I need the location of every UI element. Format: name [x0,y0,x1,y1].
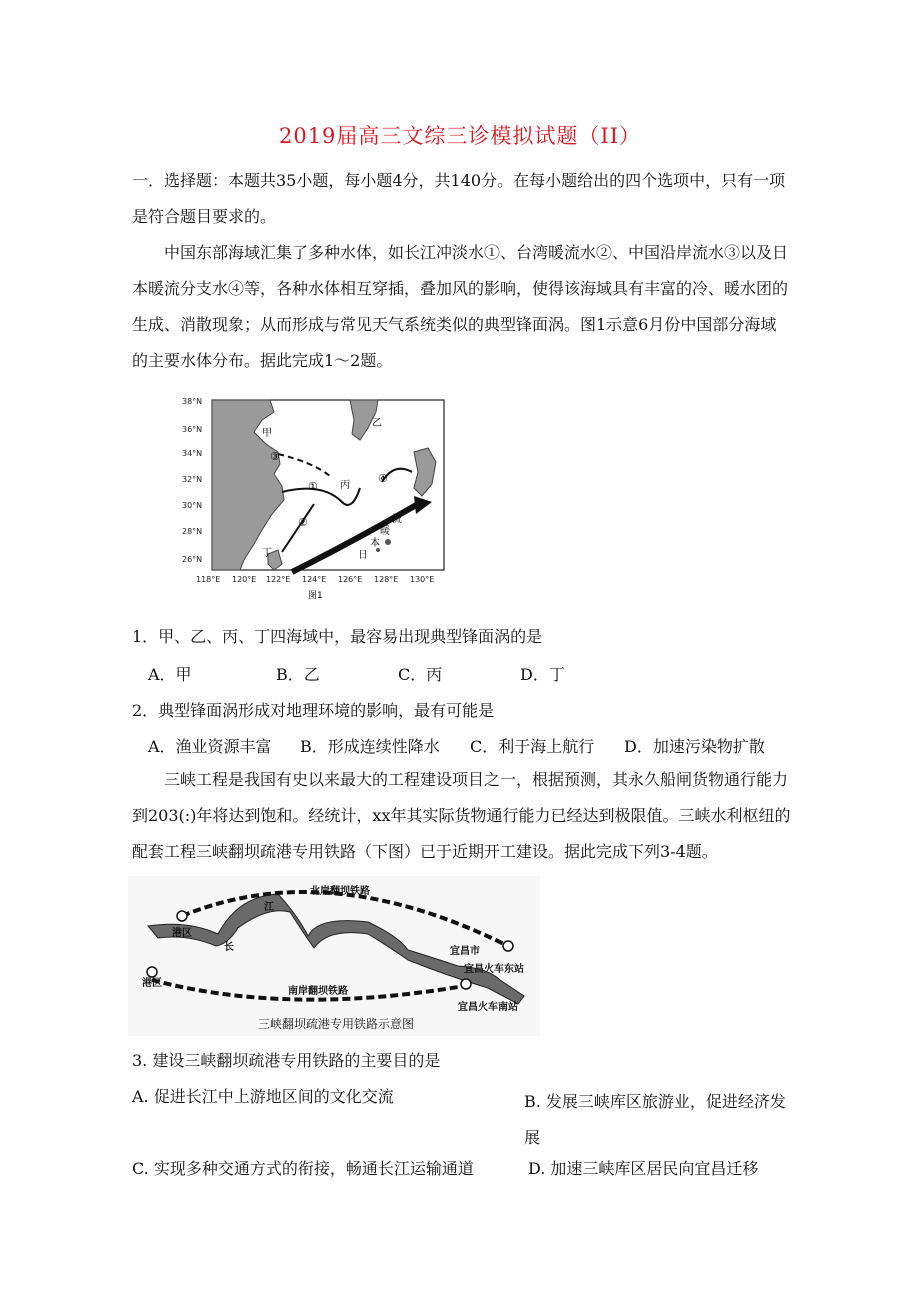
q1-stem: 1．甲、乙、丙、丁四海域中，最容易出现典型锋面涡的是 [132,627,543,646]
figure-1-map [182,392,452,606]
lat-label: 36°N [182,425,203,434]
east-station-marker [503,941,513,951]
label-chang: 长 [224,942,234,953]
lon-label: 118°E [196,575,221,584]
page-title: 2019届高三文综三诊模拟试题（II） [278,124,642,148]
lat-label: 26°N [182,555,203,564]
label-ben: 本 [370,538,380,549]
lon-label: 124°E [302,575,327,584]
lat-label: 34°N [182,449,203,458]
label-south-rail: 南岸翻坝铁路 [288,986,348,997]
label-port2: 港区 [142,978,162,989]
port2-marker [147,967,157,977]
lon-label: 122°E [266,575,291,584]
lat-label: 30°N [182,501,203,510]
lat-label: 38°N [182,397,203,406]
passage-2: 三峡工程是我国有史以来最大的工程建设项目之一，根据预测，其永久船闸货物通行能力到203(:)年将达到饱和。经统计，xx年其实际货物通行能力已经达到极限值。三峡水利枢纽的配套工程三峡翻坝疏港专用铁路（下图）已于近期开工建设。据此完成下列3-4题。 [132,770,791,861]
q3-option-c: C. 实现多种交通方式的衔接，畅通长江运输通道 [132,1159,474,1178]
q1-option-a: A．甲 [148,665,192,684]
q3-option-d: D. 加速三峡库区居民向宜昌迁移 [528,1159,759,1178]
label-yichang: 宜昌市 [450,946,480,957]
q2-option-a: A．渔业资源丰富 [148,737,272,756]
passage-1: 中国东部海域汇集了多种水体，如长江冲淡水①、台湾暖流水②、中国沿岸流水③以及日本暖流分支水④等，各种水体相互穿插，叠加风的影响，使得该海域具有丰富的冷、暖水团的生成、消散现象；从而形成与常见天气系统类似的典型锋面涡。图1示意6月份中国部分海域的主要水体分布。据此完成1～2题。 [132,243,789,370]
lat-label: 32°N [182,475,203,484]
label-port1: 港区 [172,928,192,939]
label-bing: 丙 [340,480,350,491]
label-east-station: 宜昌火车东站 [464,964,524,975]
label-nuan: 暖 [380,526,390,537]
lon-label: 126°E [338,575,363,584]
south-station-marker [461,979,471,989]
q3-option-a: A. 促进长江中上游地区间的文化交流 [132,1087,394,1106]
label-c4: ④ [378,472,388,485]
lon-label: 128°E [374,575,399,584]
label-south-station: 宜昌火车南站 [458,1002,518,1013]
q3-stem: 3. 建设三峡翻坝疏港专用铁路的主要目的是 [132,1051,441,1070]
q2-option-c: C．利于海上航行 [470,737,595,756]
lat-label: 28°N [182,527,203,536]
label-yi: 乙 [372,418,382,429]
label-ding: 丁 [262,548,272,559]
q2-stem: 2．典型锋面涡形成对地理环境的影响，最有可能是 [132,701,495,720]
figure-1-caption: 图1 [308,591,323,601]
label-c1: ① [308,480,318,493]
label-jiang: 江 [264,902,274,913]
label-c2: ② [298,516,308,529]
q2-option-d: D．加速污染物扩散 [624,737,765,756]
lon-label: 130°E [410,575,435,584]
lon-label: 120°E [232,575,257,584]
q1-option-b: B．乙 [276,665,320,684]
q2-option-b: B．形成连续性降水 [300,737,440,756]
label-c3: ③ [270,450,280,463]
label-north-rail: 北岸翻坝铁路 [310,886,370,897]
q3-option-b: B. 发展三峡库区旅游业，促进经济发展 [524,1092,786,1147]
port1-marker [177,911,187,921]
q1-option-c: C．丙 [398,665,443,684]
label-ri: 日 [358,550,368,561]
q1-option-d: D．丁 [520,665,565,684]
figure-2-rail-map [128,876,540,1036]
figure-2-caption: 三峡翻坝疏港专用铁路示意图 [258,1017,415,1031]
section-intro: 一．选择题：本题共35小题，每小题4分，共140分。在每小题给出的四个选项中，只有一项是符合题目要求的。 [132,171,786,226]
label-jia: 甲 [262,428,272,439]
label-liu: 流 [392,514,402,525]
